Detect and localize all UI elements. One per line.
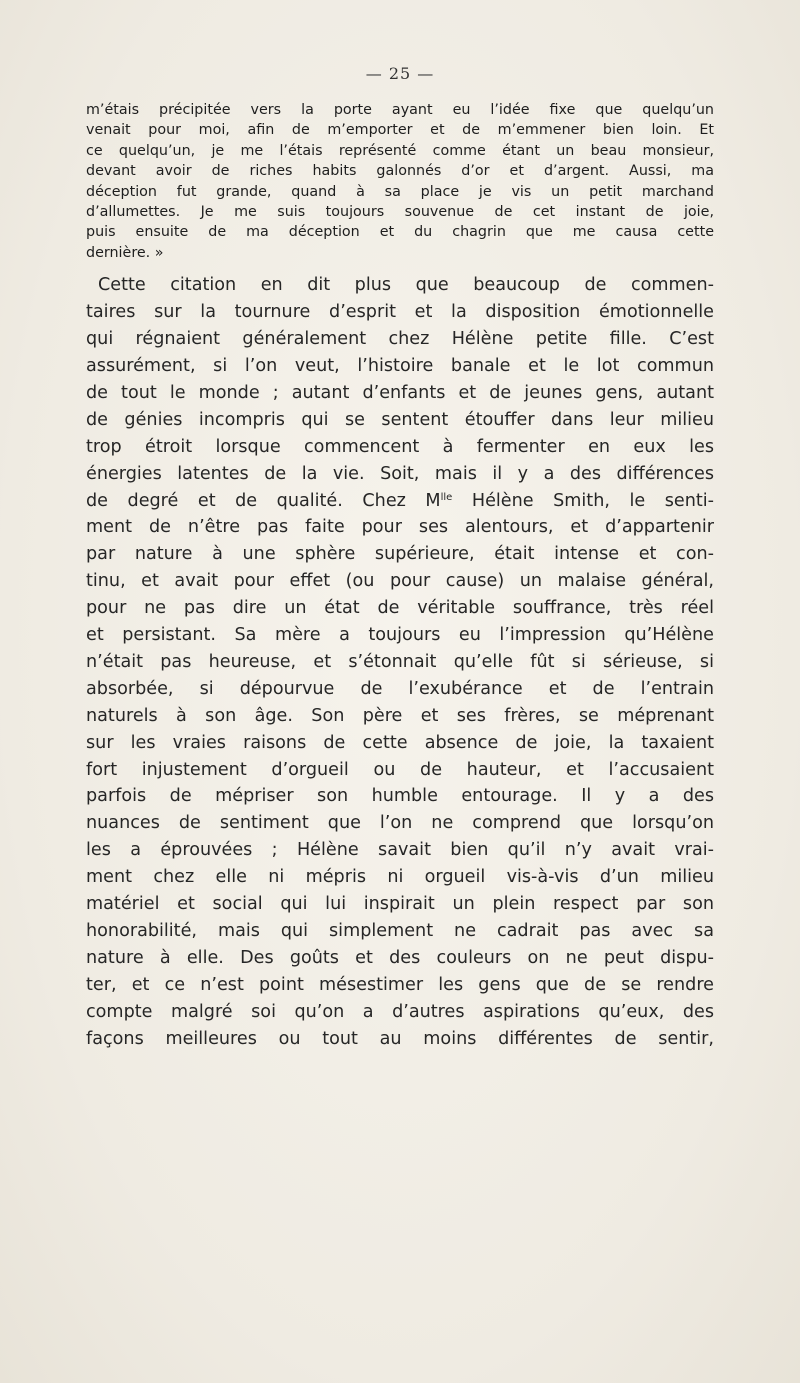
paragraph-line: ter, et ce n’est point mésestimer les gens que de se rendre [86, 974, 714, 995]
paragraph-line: ment chez elle ni mépris ni orgueil vis-à-vis d’un milieu [86, 867, 714, 888]
paragraph-line: n’était pas heureuse, et s’étonnait qu’elle fût si sérieuse, si [86, 651, 714, 672]
paragraph-line: nature à elle. Des goûts et des couleurs on ne peut dispu- [86, 947, 714, 968]
paragraph-line: tinu, et avait pour effet (ou pour cause) un malaise général, [86, 571, 714, 592]
page-number: — 25 — [365, 64, 435, 83]
paragraph-line: fort injustement d’orgueil ou de hauteur, et l’accusaient [86, 759, 714, 780]
line-text: Hélène Smith, le senti- [452, 490, 714, 511]
main-paragraph [86, 272, 714, 1052]
paragraph-line: façons meilleures ou tout au moins différentes de sentir, [86, 1028, 714, 1049]
paragraph-line: compte malgré soi qu’on a d’autres aspirations qu’eux, des [86, 1001, 714, 1022]
quote-line: d’allumettes. Je me suis toujours souvenue de cet instant de joie, [86, 204, 714, 221]
quote-line: devant avoir de riches habits galonnés d’or et d’argent. Aussi, ma [86, 163, 714, 180]
quote-line: dernière. » [86, 244, 164, 261]
paragraph-line: ment de n’être pas faite pour ses alentours, et d’appartenir [86, 517, 714, 538]
superscript-abbrev: lle [440, 491, 453, 503]
paragraph-line: de génies incompris qui se sentent étouffer dans leur milieu [86, 409, 714, 430]
paragraph-line: par nature à une sphère supérieure, était intense et con- [86, 544, 714, 565]
paragraph-line: sur les vraies raisons de cette absence de joie, la taxaient [86, 732, 714, 753]
paragraph-line: absorbée, si dépourvue de l’exubérance et de l’entrain [86, 678, 714, 699]
quoted-passage [86, 100, 714, 263]
line-text: de degré et de qualité. Chez M [86, 490, 441, 511]
quote-line: ce quelqu’un, je me l’étais représenté comme étant un beau monsieur, [86, 142, 714, 159]
paragraph-line: pour ne pas dire un état de véritable souffrance, très réel [86, 598, 714, 619]
paragraph-line: matériel et social qui lui inspirait un plein respect par son [86, 894, 714, 915]
quote-line: puis ensuite de ma déception et du chagrin que me causa cette [86, 224, 714, 241]
paragraph-line: de tout le monde ; autant d’enfants et de jeunes gens, autant [86, 382, 714, 403]
paragraph-line: naturels à son âge. Son père et ses frères, se méprenant [86, 705, 714, 726]
quote-line: déception fut grande, quand à sa place je vis un petit marchand [86, 183, 714, 200]
quote-line: m’étais précipitée vers la porte ayant eu l’idée fixe que quelqu’un [86, 102, 714, 118]
paragraph-line: honorabilité, mais qui simplement ne cadrait pas avec sa [86, 921, 714, 941]
paragraph-line: énergies latentes de la vie. Soit, mais il y a des différences [86, 463, 714, 484]
page-content [86, 100, 714, 1053]
paragraph-line: nuances de sentiment que l’on ne comprend que lorsqu’on [86, 813, 714, 834]
paragraph-line-with-superscript [86, 488, 714, 515]
paragraph-line: Cette citation en dit plus que beaucoup de commen- [98, 275, 714, 296]
quote-line: venait pour moi, afin de m’emporter et de m’emmener bien loin. Et [86, 122, 714, 139]
paragraph-line: trop étroit lorsque commencent à fermenter en eux les [86, 436, 714, 457]
paragraph-line: taires sur la tournure d’esprit et la disposition émotionnelle [86, 302, 714, 323]
paragraph-line: parfois de mépriser son humble entourage. Il y a des [86, 786, 714, 807]
paragraph-line: et persistant. Sa mère a toujours eu l’impression qu’Hélène [86, 625, 714, 646]
paragraph-line: assurément, si l’on veut, l’histoire banale et le lot commun [86, 355, 714, 376]
paragraph-line: les a éprouvées ; Hélène savait bien qu’il n’y avait vrai- [86, 840, 714, 861]
paragraph-line: qui régnaient généralement chez Hélène petite fille. C’est [86, 329, 714, 350]
